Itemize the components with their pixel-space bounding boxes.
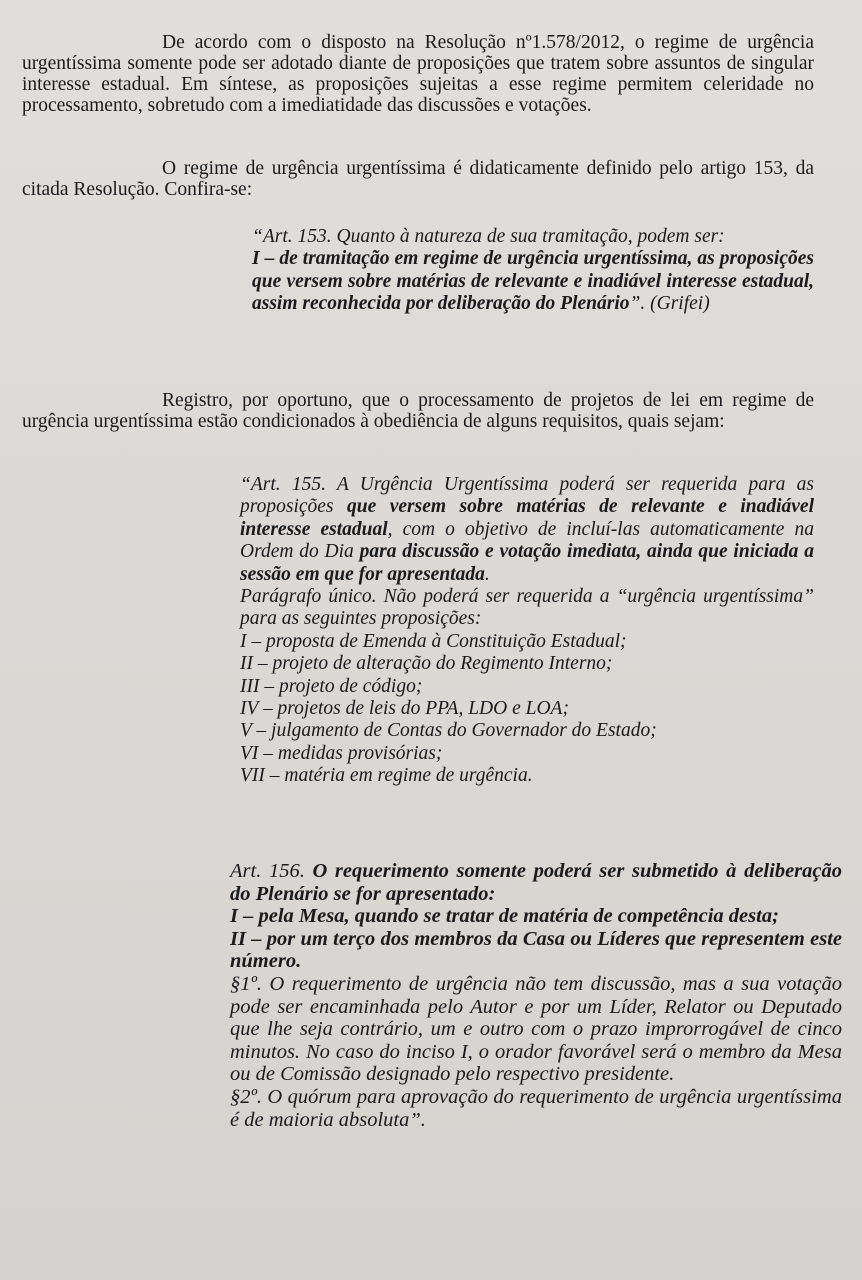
art155-b: que versem sobre matérias de relevante e inadiável interesse estadual (240, 496, 814, 540)
paragraph-2 (22, 158, 814, 200)
art155-item-1: I – proposta de Emenda à Constituição Estadual; (240, 630, 627, 652)
art156-head: O requerimento somente poderá ser submetido à deliberação do Plenário se for apresentado: (230, 860, 842, 905)
art156-inciso-2: II – por um terço dos membros da Casa ou Líderes que representem este número. (230, 927, 842, 973)
quote-art-153 (252, 226, 814, 316)
art156-paragraph-1: §1º. O requerimento de urgência não tem discussão, mas a sua votação pode ser encaminhada pelo Autor e por um Líder, Relator ou Deputado que lhe seja contrário, um e outro com o prazo improrrogável de cinco minutos. No caso do inciso I, o orador favorável será o membro da Mesa ou de Comissão designado pelo respectivo presidente. (230, 972, 842, 1086)
quote-art-155 (240, 474, 814, 788)
paragraph-1-text: De acordo com o disposto na Resolução nº1.578/2012, o regime de urgência urgentíssima somente pode ser adotado diante de proposições que tratem sobre assuntos de singular interesse estadual. Em síntese, as proposições sujeitas a esse regime permitem celeridade no processamento, sobretudo com a imediatidade das discussões e votações. (22, 32, 814, 116)
art155-e: . (484, 563, 490, 585)
art155-item-4: IV – projetos de leis do PPA, LDO e LOA; (240, 698, 569, 720)
art155-c: , com o objetivo de incluí-las automaticamente na Ordem do Dia (240, 518, 814, 563)
art156-paragraph-2: §2º. O quórum para aprovação do requerimento de urgência urgentíssima é de maioria absoluta”. (230, 1085, 842, 1131)
paragraph-1 (22, 32, 814, 116)
art156-label: Art. 156. (230, 860, 313, 882)
art155-a: “Art. 155. A Urgência Urgentíssima poderá ser requerida para as proposições (240, 474, 814, 518)
quote-art-156 (230, 860, 842, 1131)
art156-inciso-1: I – pela Mesa, quando se tratar de matéria de competência desta; (230, 905, 779, 928)
art155-item-6: VI – medidas provisórias; (240, 742, 443, 764)
art155-item-5: V – julgamento de Contas do Governador do Estado; (240, 720, 657, 742)
art153-suffix: ”. (Grifei) (629, 293, 710, 315)
art155-d: para discussão e votação imediata, ainda que iniciada a sessão em que for apresentada (240, 541, 814, 585)
art155-paragrafo: Parágrafo único. Não poderá ser requerida a “urgência urgentíssima” para as seguintes proposições: (240, 586, 814, 630)
art155-item-3: III – projeto de código; (240, 675, 423, 697)
paragraph-2-text: O regime de urgência urgentíssima é didaticamente definido pelo artigo 153, da citada Resolução. Confira-se: (22, 158, 814, 200)
paragraph-3 (22, 390, 814, 432)
paragraph-3-text: Registro, por oportuno, que o processamento de projetos de lei em regime de urgência urgentíssima estão condicionados à obediência de alguns requisitos, quais sejam: (22, 390, 814, 432)
art153-intro: “Art. 153. Quanto à natureza de sua tramitação, podem ser: (252, 226, 725, 247)
art153-item: I – de tramitação em regime de urgência urgentíssima, as proposições que versem sobre matérias de relevante e inadiável interesse estadual, assim reconhecida por deliberação do Plenário (252, 248, 814, 315)
art155-item-7: VII – matéria em regime de urgência. (240, 765, 533, 787)
art155-item-2: II – projeto de alteração do Regimento Interno; (240, 653, 613, 675)
